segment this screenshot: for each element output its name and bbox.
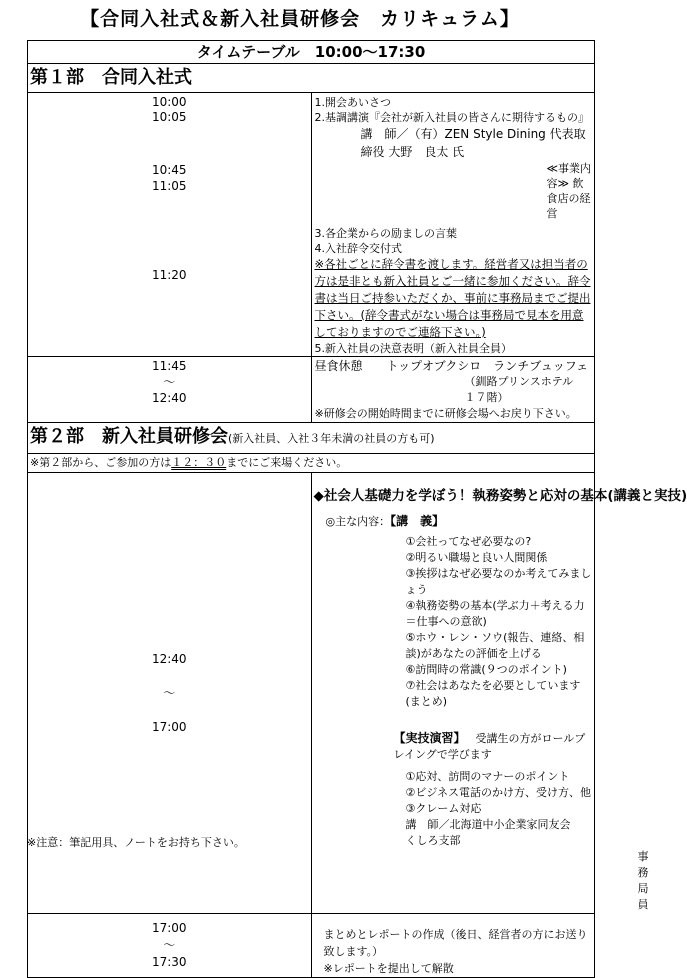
part2-tilde: 〜 [163, 686, 176, 700]
page-title: 【合同入社式＆新入社員研修会 カリキュラム】 [80, 8, 520, 30]
practice-item: ③クレーム対応 [405, 802, 482, 815]
note-time: １２：３０ [171, 456, 227, 469]
lecture-item: ②明るい職場と良い人間関係 [405, 551, 548, 564]
footer-note: ※注意：筆記用具、ノートをお持ち下さい。 [27, 836, 245, 849]
practice-item: ②ビジネス電話のかけ方、受け方、他 [405, 786, 592, 799]
part2-main-title: ◆社会人基礎力を学ぼう！執務姿勢と応対の基本(講義と実技) [313, 488, 687, 504]
lecture-item: ①会社ってなぜ必要なの? [405, 535, 532, 548]
lecture-label: 【講 義】 [390, 514, 445, 528]
practice-list [314, 769, 649, 913]
practice-desc: 受講生の方がロールプレイングで学びます [393, 732, 586, 761]
time-10-45: 10:45 [151, 163, 187, 177]
practice-label: 【実技演習】 [393, 731, 466, 745]
time-10-00: 10:00 [151, 95, 187, 109]
part2-heading-cell [28, 423, 595, 454]
lunch-row [28, 357, 595, 423]
closing-end: 17:30 [151, 955, 187, 969]
item-encouragement: 3.各企業からの励ましの言葉 [314, 227, 457, 240]
closing-line1: まとめとレポートの作成（後日、経営者の方にお送り致します。） [323, 928, 588, 958]
part1-times [28, 93, 312, 357]
item-keynote: 2.基調講演『会社が新入社員の皆さんに期待するもの』 [314, 111, 589, 124]
item-appointment: 4.入社辞令交付式 [314, 242, 402, 255]
appointment-note: ※各社ごとに辞令書を渡します。経営者又は担当者の方は是非とも新入社員とご一緒に参加ください。辞令書は当日ご持参いただくか、事前に事務局までご提出下さい。(辞令書式がない場合は事務局で見本を用意しておりますのでご連絡下さい。) [314, 257, 591, 339]
lecture-item: ⑦社会はあなたを必要としています(まとめ) [405, 679, 581, 708]
lunch-times [28, 357, 312, 423]
lunch-content [311, 357, 595, 423]
practice-lecturer: 講 師／北海道中小企業家同友会 くしろ支部 [405, 818, 582, 847]
keynote-business: ≪事業内容≫ 飲食店の経営 [546, 162, 592, 220]
lecture-list [314, 534, 593, 710]
content-label: ◎主な内容： [325, 515, 391, 528]
note-pre: ※第２部から、ご参加の方は [30, 456, 172, 469]
lunch-line2: （釧路プリンスホテル １７階） [464, 375, 585, 404]
time-11-20: 11:20 [151, 268, 187, 282]
part2-heading: 第２部 新入社員研修会 [30, 426, 228, 447]
closing-times [28, 914, 312, 978]
lecture-item: ④執務姿勢の基本(学ぶ力＋考える力＝仕事への意欲) [405, 599, 585, 628]
keynote-lecturer: 講 師／（有）ZEN Style Dining 代表取締役 大野 良太 氏 [360, 127, 586, 159]
part2-content [311, 473, 687, 914]
timetable-header: タイムテーブル 10:00〜17:30 [28, 41, 595, 64]
part2-arrival-note [28, 454, 595, 473]
practice-lecturer2: 事務局員 [637, 850, 649, 911]
lecture-item: ③挨拶はなぜ必要なのか考えてみましょう [405, 567, 592, 596]
lunch-start: 11:45 [151, 359, 187, 373]
lunch-line1: 昼食休憩 トップオブクシロ ランチブュッフェ [314, 359, 589, 373]
lunch-line3: ※研修会の開始時間までに研修会場へお戻り下さい。 [314, 407, 577, 420]
time-11-05: 11:05 [151, 179, 187, 193]
part2-start: 12:40 [151, 652, 187, 666]
closing-line2: ※レポートを提出して解散 [323, 962, 454, 975]
lecture-item: ⑥訪問時の常識(９つのポイント) [405, 663, 567, 676]
time-10-05: 10:05 [151, 110, 187, 124]
part1-row [28, 93, 595, 357]
lecture-item: ⑤ホウ・レン・ソウ(報告、連絡、相談)があなたの評価を上げる [405, 631, 585, 660]
lunch-end: 12:40 [151, 391, 187, 405]
closing-start: 17:00 [151, 921, 187, 935]
part2-end: 17:00 [151, 720, 187, 734]
part2-heading-sub: (新入社員、入社３年未満の社員の方も可) [228, 432, 435, 445]
part1-content [311, 93, 595, 357]
note-post: までにご来場ください。 [226, 456, 348, 469]
lunch-tilde: 〜 [163, 375, 176, 389]
item-opening: 1.開会あいさつ [314, 96, 391, 109]
item-resolution: 5.新入社員の決意表明（新入社員全員） [314, 342, 512, 355]
closing-content [311, 914, 595, 978]
closing-row [28, 914, 595, 978]
closing-tilde: 〜 [163, 938, 176, 952]
part1-heading: 第１部 合同入社式 [28, 64, 595, 93]
practice-item: ①応対、訪問のマナーのポイント [405, 770, 570, 783]
